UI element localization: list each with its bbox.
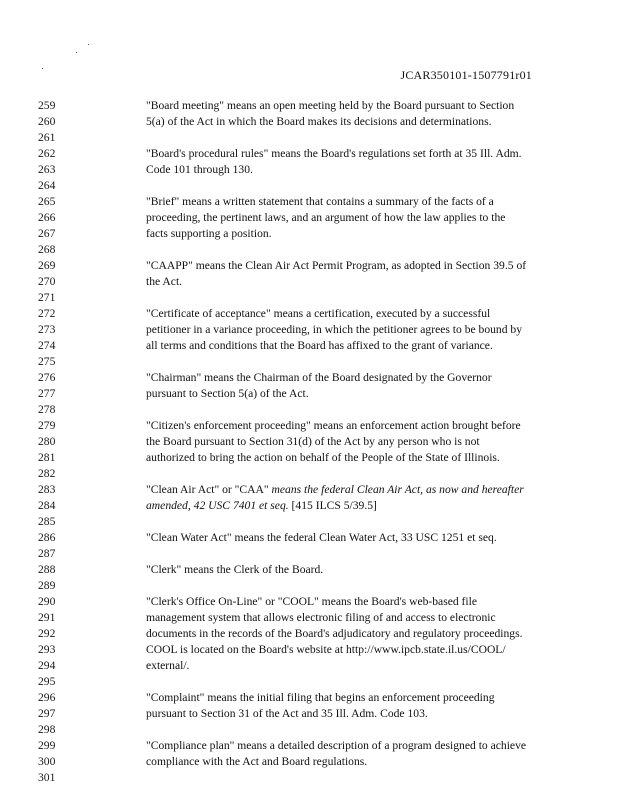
line-text <box>146 738 546 754</box>
line-text-tail: [415 ILCS 5/39.5] <box>288 499 377 512</box>
line-number: 299 <box>38 739 56 752</box>
line-text-plain: all terms and conditions that the Board has affixed to the grant of variance. <box>146 339 493 352</box>
document-line <box>0 546 618 562</box>
line-text-plain: "Clerk's Office On-Line" or "COOL" means the Board's web-based file <box>146 595 478 608</box>
line-text <box>146 194 546 210</box>
line-number: 270 <box>38 275 56 288</box>
document-line <box>0 690 618 706</box>
line-number: 273 <box>38 323 56 336</box>
document-line <box>0 466 618 482</box>
line-number: 282 <box>38 467 56 480</box>
line-text-italic: means the federal Clean Air Act, as now and hereafter <box>271 483 524 496</box>
document-line <box>0 434 618 450</box>
document-line <box>0 738 618 754</box>
document-line <box>0 562 618 578</box>
document-line <box>0 290 618 306</box>
line-text <box>146 626 546 642</box>
line-text <box>146 146 546 162</box>
line-number: 276 <box>38 371 56 384</box>
line-number: 260 <box>38 115 56 128</box>
line-number: 293 <box>38 643 56 656</box>
line-text-plain: Code 101 through 130. <box>146 163 253 176</box>
line-text-plain: "Clerk" means the Clerk of the Board. <box>146 563 324 576</box>
line-number: 272 <box>38 307 56 320</box>
document-line <box>0 450 618 466</box>
line-number: 268 <box>38 243 56 256</box>
line-number: 300 <box>38 755 56 768</box>
document-line <box>0 402 618 418</box>
document-line <box>0 226 618 242</box>
line-number: 261 <box>38 131 56 144</box>
line-text-plain: "Compliance plan" means a detailed description of a program designed to achieve <box>146 739 527 752</box>
line-number: 278 <box>38 403 56 416</box>
line-text <box>146 226 546 242</box>
line-text-plain: 5(a) of the Act in which the Board makes its decisions and determinations. <box>146 115 492 128</box>
line-text-plain: "Clean Water Act" means the federal Clean Water Act, 33 USC 1251 et seq. <box>146 531 497 544</box>
document-line <box>0 242 618 258</box>
line-number: 265 <box>38 195 56 208</box>
document-line <box>0 274 618 290</box>
line-number: 289 <box>38 579 56 592</box>
line-number: 263 <box>38 163 56 176</box>
line-number: 262 <box>38 147 56 160</box>
line-text <box>146 162 546 178</box>
document-line <box>0 626 618 642</box>
document-line <box>0 258 618 274</box>
line-text-plain: proceeding, the pertinent laws, and an argument of how the law applies to the <box>146 211 506 224</box>
line-number: 277 <box>38 387 56 400</box>
line-text-plain: management system that allows electronic filing of and access to electronic <box>146 611 496 624</box>
document-line <box>0 210 618 226</box>
document-line <box>0 642 618 658</box>
line-text <box>146 258 546 274</box>
line-text-plain: "Citizen's enforcement proceeding" means an enforcement action brought before <box>146 419 521 432</box>
line-text-plain: "Chairman" means the Chairman of the Board designated by the Governor <box>146 371 492 384</box>
line-number: 298 <box>38 723 56 736</box>
line-text <box>146 482 546 498</box>
line-text-plain: "Brief" means a written statement that contains a summary of the facts of a <box>146 195 494 208</box>
line-text-plain: "Certificate of acceptance" means a certification, executed by a successful <box>146 307 491 320</box>
line-text-plain: pursuant to Section 5(a) of the Act. <box>146 387 309 400</box>
document-line <box>0 658 618 674</box>
line-text-plain: petitioner in a variance proceeding, in which the petitioner agrees to be bound by <box>146 323 523 336</box>
line-text <box>146 610 546 626</box>
document-line <box>0 322 618 338</box>
document-line <box>0 418 618 434</box>
document-line <box>0 114 618 130</box>
document-line <box>0 754 618 770</box>
document-line <box>0 674 618 690</box>
document-line <box>0 578 618 594</box>
line-number: 285 <box>38 515 56 528</box>
line-text <box>146 690 546 706</box>
line-number: 274 <box>38 339 56 352</box>
document-line <box>0 386 618 402</box>
line-text <box>146 562 546 578</box>
line-text-plain: facts supporting a position. <box>146 227 272 240</box>
line-text <box>146 450 546 466</box>
line-text-plain: "Board's procedural rules" means the Board's regulations set forth at 35 Ill. Adm. <box>146 147 522 160</box>
scan-speck <box>76 52 77 53</box>
document-line <box>0 514 618 530</box>
line-text-plain: authorized to bring the action on behalf of the People of the State of Illinois. <box>146 451 500 464</box>
line-text <box>146 530 546 546</box>
document-line <box>0 146 618 162</box>
line-number: 280 <box>38 435 56 448</box>
line-text-plain: the Act. <box>146 275 183 288</box>
line-number: 259 <box>38 99 56 112</box>
line-number: 266 <box>38 211 56 224</box>
line-number: 297 <box>38 707 56 720</box>
line-number: 279 <box>38 419 56 432</box>
document-line <box>0 770 618 786</box>
line-text <box>146 114 546 130</box>
line-number: 281 <box>38 451 56 464</box>
line-text-plain: "Complaint" means the initial filing that begins an enforcement proceeding <box>146 691 495 704</box>
document-line <box>0 722 618 738</box>
line-text <box>146 594 546 610</box>
line-number: 290 <box>38 595 56 608</box>
line-text-plain: documents in the records of the Board's adjudicatory and regulatory proceedings. <box>146 627 523 640</box>
line-number: 286 <box>38 531 56 544</box>
line-text <box>146 642 546 658</box>
document-line <box>0 530 618 546</box>
line-text <box>146 386 546 402</box>
document-line <box>0 370 618 386</box>
document-line <box>0 194 618 210</box>
document-line <box>0 706 618 722</box>
line-text <box>146 98 546 114</box>
document-line <box>0 594 618 610</box>
line-number: 296 <box>38 691 56 704</box>
line-number: 292 <box>38 627 56 640</box>
line-number: 283 <box>38 483 56 496</box>
document-line <box>0 610 618 626</box>
line-number: 287 <box>38 547 56 560</box>
line-number: 267 <box>38 227 56 240</box>
document-code: JCAR350101-1507791r01 <box>400 68 532 82</box>
line-number: 294 <box>38 659 56 672</box>
line-number: 288 <box>38 563 56 576</box>
document-line <box>0 306 618 322</box>
line-text <box>146 370 546 386</box>
line-number: 275 <box>38 355 56 368</box>
line-text-plain: the Board pursuant to Section 31(d) of the Act by any person who is not <box>146 435 480 448</box>
line-text <box>146 338 546 354</box>
line-text <box>146 306 546 322</box>
line-text-plain: COOL is located on the Board's website at http://www.ipcb.state.il.us/COOL/ <box>146 643 506 656</box>
document-line <box>0 482 618 498</box>
line-text-plain: "CAAPP" means the Clean Air Act Permit Program, as adopted in Section 39.5 of <box>146 259 527 272</box>
document-line <box>0 98 618 114</box>
line-number: 264 <box>38 179 56 192</box>
line-text-italic: amended, 42 USC 7401 et seq. <box>146 499 289 512</box>
line-text <box>146 274 546 290</box>
line-number: 295 <box>38 675 56 688</box>
line-text <box>146 706 546 722</box>
line-text-plain: external/. <box>146 659 190 672</box>
line-number: 301 <box>38 771 56 784</box>
line-text <box>146 434 546 450</box>
line-text-plain: "Board meeting" means an open meeting held by the Board pursuant to Section <box>146 99 515 112</box>
scan-speck <box>88 44 89 45</box>
line-text-plain: "Clean Air Act" or "CAA" <box>146 483 272 496</box>
line-text-plain: pursuant to Section 31 of the Act and 35 Ill. Adm. Code 103. <box>146 707 428 720</box>
line-text <box>146 498 546 514</box>
line-text <box>146 322 546 338</box>
line-text <box>146 754 546 770</box>
line-text <box>146 418 546 434</box>
document-line <box>0 338 618 354</box>
document-line <box>0 498 618 514</box>
document-line <box>0 178 618 194</box>
document-line <box>0 162 618 178</box>
document-line <box>0 354 618 370</box>
line-number: 269 <box>38 259 56 272</box>
line-text <box>146 210 546 226</box>
line-number: 291 <box>38 611 56 624</box>
document-line <box>0 130 618 146</box>
line-number: 271 <box>38 291 56 304</box>
line-number: 284 <box>38 499 56 512</box>
scan-speck <box>42 68 43 69</box>
line-text <box>146 658 546 674</box>
line-text-plain: compliance with the Act and Board regulations. <box>146 755 368 768</box>
